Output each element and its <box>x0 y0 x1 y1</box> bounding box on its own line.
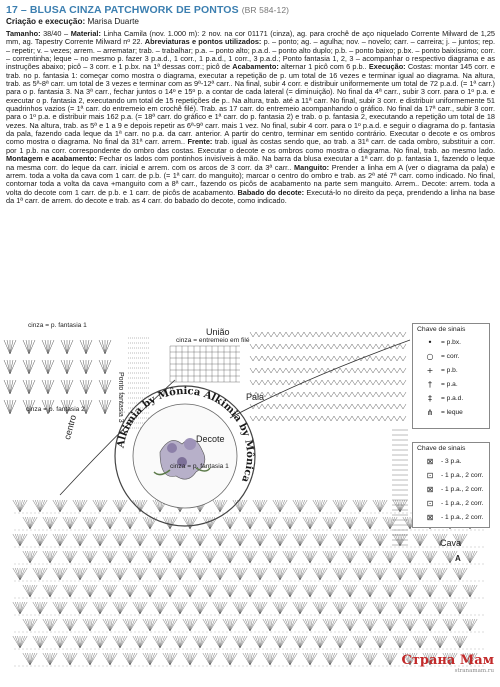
stitch-symbol-icon: ⊡ <box>426 498 434 508</box>
legend-key-1-label: = p.a.d. <box>441 394 464 402</box>
credit-name: Marisa Duarte <box>87 17 139 26</box>
text-finishing: alternar 1 picô com 6 p.b.. <box>278 62 369 72</box>
label-abbreviations: Abreviaturas e pontos utilizados: <box>144 37 262 47</box>
label-size: Tamanho: <box>6 29 41 38</box>
legend-key-2-row <box>413 482 489 496</box>
label-execution: Execução: <box>368 62 406 72</box>
legend-key-1-label: = p.b. <box>441 366 458 374</box>
legend-key-2-row <box>413 510 489 524</box>
pattern-title <box>6 4 494 16</box>
label-material: Material: <box>70 29 101 38</box>
watermark-sub: stranamam.ru <box>454 668 494 674</box>
legend-key-1-label: = p.bx. <box>441 338 461 346</box>
label-fantasia3: Ponto fantasia 3 <box>117 372 124 423</box>
legend-key-2-label: - 1 p.a., 2 corr. <box>441 499 484 507</box>
crochet-diagram <box>0 320 500 682</box>
stitch-symbol-icon: ‡ <box>428 393 432 403</box>
text-assembly: Fechar os lados com pontinhos invisíveis à mão. Na barra da blusa executar a 1ª carr. do p. fantasia 1, fazendo o leque na mesma corr. do leque da carr. inicial e arrem. com os arcos de 3 corr. da 3ª carr.. <box>6 154 496 172</box>
stitch-symbol-icon: • <box>427 337 433 347</box>
circle-watermark-text: Alkimia by Mônica Alkimia by Mônica <box>115 385 256 484</box>
legend-key-2-row <box>413 468 489 482</box>
label-fantasia1-top: cinza = p. fantasia 1 <box>28 322 87 329</box>
stitch-symbol-icon: ⊡ <box>426 470 434 480</box>
legend-key-1-row <box>413 405 489 419</box>
legend-key-1-label: = corr. <box>441 352 460 360</box>
legend-key-2-label: - 3 p.a. <box>441 457 462 465</box>
label-entremeio: cinza = entremeio em filé <box>176 337 250 344</box>
label-decote: Decote <box>196 434 225 444</box>
stitch-symbol-icon: ⊠ <box>426 484 434 494</box>
stitch-symbol-icon: ⊠ <box>426 512 434 522</box>
legend-key-1-title: Chave de sinais <box>417 326 466 333</box>
credit-line <box>6 17 494 26</box>
label-assembly: Montagem e acabamento: <box>6 154 97 164</box>
site-watermark <box>402 653 495 674</box>
label-uniao: União <box>206 327 230 337</box>
label-neckline-ruffle: Babado do decote: <box>237 187 305 197</box>
stitch-symbol-icon: ⋔ <box>426 407 434 417</box>
legend-key-2-label: - 1 p.a., 2 corr. <box>441 471 484 479</box>
label-fantasia1-mid: cinza = p. fantasia 1 <box>170 463 229 470</box>
label-cuff: Manguito: <box>294 162 330 172</box>
legend-key-1-label: = p.a. <box>441 380 458 388</box>
text-cuff: Prender a linha em A (ver o diagrama da pala) e arrem. toda a volta da cava com 1 carr. de p.b. (= 1ª carr. do manguito); marcar o centro do ombro e trab. as 2ª até 7ª carr. como indicado. No final, contornar toda a volta da cava +manguito com a 8ª carr., fazendo os picôs de acabamento na parte sem manguito. Arrem.. Decote: arrem. toda a volta do decote com 1 carr. de p.b. e 1 carr. de picôs de acabamento. <box>6 162 496 197</box>
instructions-text <box>6 30 495 205</box>
label-cava: Cava <box>440 538 462 548</box>
legend-key-1-row <box>413 349 489 363</box>
title-reference: (BR 584-12) <box>241 5 290 15</box>
stitch-symbol-icon: + <box>426 365 434 375</box>
stitch-symbol-icon: † <box>428 379 432 389</box>
text-neckline-ruffle: Executá-lo no direito da peça, prendendo a linha na base da 1ª carr. de arrem. do decote e trab. as 4 carr. do babado do decote, como indicado. <box>6 187 495 205</box>
label-pala: Pala <box>246 392 265 402</box>
text-size: 38/40 – <box>40 29 71 38</box>
legend-key-1-row <box>413 363 489 377</box>
legend-key-2-label: - 1 p.a., 2 corr. <box>441 485 484 493</box>
credit-label: Criação e execução: <box>6 17 86 26</box>
legend-key-2-row <box>413 454 489 468</box>
legend-key-2-row <box>413 496 489 510</box>
watermark-text: Страна Мам <box>401 653 494 668</box>
label-finishing: Acabamento: <box>232 62 279 72</box>
header <box>6 4 494 26</box>
legend-key-1-label: = leque <box>441 408 463 416</box>
label-fantasia2: cinza = p. fantasia 2 <box>26 406 85 413</box>
title-text: 17 – BLUSA CINZA PATCHWORK DE PONTOS <box>6 4 239 16</box>
stitch-symbol-icon: ○ <box>426 351 434 361</box>
legend-key-1 <box>412 323 490 429</box>
label-front: Frente: <box>187 137 213 147</box>
legend-key-1-row <box>413 335 489 349</box>
legend-key-1-row <box>413 391 489 405</box>
legend-key-2 <box>412 442 490 528</box>
legend-key-2-label: - 1 p.a., 2 corr. <box>441 513 484 521</box>
text-execution: Costas: montar 145 corr. e trab. no p. fantasia 1: começar como mostra o diagrama, executar a repetição de p. um total de 16 vezes e terminar igual ao diagrama. Na altura, trab. as 5ª-8ª carr. um total de 3 vezes e terminar com as 9ª-12ª carr.. Na final, subir 4 corr. e distribuir uniformemente um total de 72 p.a.d. (= 1ª carr.) para o p. fantasia 3. Na 3ª carr., fechar juntos o 14º e 15º p. a contar de cada lateral (= diminuição). No final da 4ª carr., subir 3 corr. para o 1º p.a. e executar o p. fantasia 2, executando um total de 15 repetições de p.. Na altura, trab. até a 11ª carr. No final, subir 3 corr. e distribuir uniformemente 51 quadrinhos vazios (= 1ª carr. do entremeio em crochê filé). Trab. as 17 carr. do entremeio acompanhando o gráfico. No final da 17ª carr., subir 3 corr. para o 1º p.a. e distribuir mais 162 p.a. (= 18ª carr. do gráfico e 1ª carr. do p. fantasia 2) e trab. o p. fantasia 2, executando a repetição um total de 18 vezes. Na altura, trab. as 5ª e 1 a 9 e depois repetir as 6ª-9ª carr. mais 1 vez. No final, subir 4 corr. para o 1º p.a.d. e seguir o diagrama do p. fantasia da pala, fazendo cada leque da 1ª carr. no p.a. da carr. anterior. A partir do centro, terminar em sentido contrário. Executar o decote e os ombros como mostra o diagrama. No final da 31ª carr. arrem.. <box>6 62 495 147</box>
text-front: trab. igual às costas sendo que, ao trab. a 31ª carr. de cada ombro, substituir a corr. por 1 p.b. na corr. correspondente do ombro das costas. Executar o decote e os ombros como mostra o diagrama. No final, trab. ao mesmo lado. <box>6 137 495 155</box>
label-a-mark: A <box>455 554 461 563</box>
label-centro: centro <box>62 413 79 441</box>
text-abbreviations: p. – ponto; ag. – agulha; nov. – novelo; carr. – carreira; j. – juntos; rep. – repetir; v. – vezes; arrem. – arrematar; trab. – trabalhar; p.a. – ponto alto; p.a.d. – ponto alto duplo; p.b. – ponto baixo; p.bx. – ponto baixíssimo; corr. – correntinha; leque – no mesmo p. fazer 3 p.a.d., 1 corr., 1 p.a.d., 1 corr., 3 p.a.d.; Ponto fantasia 1, 2, 3 – acompanhar o respectivo diagrama e as instruções abaixo; picô – 3 corr. e 1 p.bx. na 1ª dessas corr.; picô de <box>6 37 496 72</box>
stitch-symbol-icon: ⊠ <box>426 456 434 466</box>
legend-key-2-title: Chave de sinais <box>417 445 466 452</box>
text-material: Linha Camila (nov. 1.000 m): 2 nov. na cor 01171 (cinza), ag. para crochê de aço niquelado Corrente Milward de 1,25 mm, ag. Tapestry Corrente Milward nº 22. <box>6 29 496 47</box>
legend-key-1-row <box>413 377 489 391</box>
